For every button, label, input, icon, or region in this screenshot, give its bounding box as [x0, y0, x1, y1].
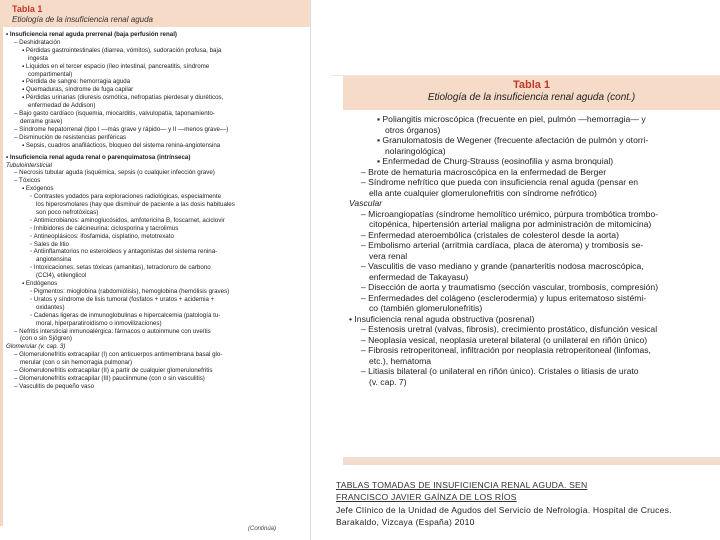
table-line: – Fibrosis retroperitoneal, infiltración por neoplasia retroperitoneal (linfomas, [361, 345, 651, 355]
right-table-page [343, 76, 720, 465]
table-line: (con o sin Sjögren) [20, 335, 72, 343]
citation-location: Barakaldo, Vizcaya (España) 2010 [336, 516, 475, 527]
table-line: Tubulointersticial [6, 161, 52, 169]
citation-title[interactable]: TABLAS TOMADAS DE INSUFICIENCIA RENAL AGUDA. SEN [336, 480, 588, 490]
table-line: ▪ Endógenos [22, 280, 58, 288]
table-line: ▪ Sepsis, cuadros anafilácticos, bloqueo del sistema renina-angiotensina [22, 141, 221, 149]
citation-author[interactable]: FRANCISCO JAVIER GAÍNZA DE LOS RÍOS [336, 492, 517, 503]
right-table-title: Tabla 1 [512, 79, 551, 91]
table-line: – Disección de aorta y traumatismo (sección vascular, trombosis, compresión) [361, 282, 659, 292]
table-line: son poco nefrotóxicas) [36, 208, 99, 216]
table-line: (CCl4), etilenglicol [36, 272, 87, 280]
table-line: ◦ Pigmentos: mioglobina (rabdomiólisis), hemoglobina (hemólisis graves) [30, 288, 230, 295]
table-line: – Bajo gasto cardíaco (isquemia, miocarditis, valvulopatía, taponamiento- [14, 110, 215, 118]
table-line: – Brote de hematuria macroscópica en la enfermedad de Berger [361, 166, 607, 177]
citation-block [336, 479, 720, 528]
table-line: – Necrosis tubular aguda (isquémica, sepsis (o cualquier infección grave) [14, 169, 215, 177]
table-line: ◦ Sales de litio [30, 240, 69, 248]
table-line: merular (con o sin hemorragia pulmonar) [20, 359, 133, 367]
table-line: – Enfermedad ateroembólica (cristales de colesterol desde la aorta) [361, 229, 619, 240]
table-line: citopénica, hipertensión arterial maligna por administración de mitomicina) [369, 219, 652, 229]
table-line: ▪ Pérdidas gastrointestinales (diarrea, vómitos), sudoración profusa, baja [22, 46, 222, 54]
table-line: – Tóxicos [14, 177, 41, 185]
table-line: ▪ Pérdida de sangre: hemorragia aguda [22, 78, 131, 86]
table-line: – Embolismo arterial (arritmia cardíaca, placa de ateroma) y trombosis se- [361, 240, 644, 250]
table-line: derrame grave) [20, 117, 63, 125]
table-line: ▪ Exógenos [22, 185, 54, 193]
table-line: los hiperosmolares (hay que disminuir de paciente a las dosis habituales [36, 201, 235, 209]
left-table-page [0, 0, 311, 540]
table-line: (v. cap. 7) [369, 376, 407, 387]
table-line: vera renal [369, 250, 408, 261]
table-line: – Síndrome nefrítico que pueda con insuficiencia renal aguda (pensar en [361, 177, 639, 187]
table-line: – Glomerulonefritis extracapilar (III) pauciinmune (con o sin vasculitis) [14, 374, 205, 382]
citation-affiliation: Jefe Clínico de la Unidad de Agudos del Servicio de Nefrología. Hospital de Cruces. [336, 504, 672, 515]
table-line: – Nefritis intersticial inmunoalérgica: fármacos o autoinmune con uveítis [14, 327, 211, 335]
table-line: ingesta [28, 54, 48, 62]
table-line: – Neoplasia vesical, neoplasia ureteral bilateral (o unilateral en riñón único) [361, 334, 648, 345]
table-line: – Litiasis bilateral (o unilateral en riñón único). Cristales o litiasis de urato [361, 366, 639, 376]
table-line: nolaringológica) [385, 145, 446, 156]
table-line: – Vasculitis de vaso mediano y grande (panarteritis nodosa macroscópica, [361, 261, 644, 271]
right-table-body [343, 110, 720, 387]
table-line: ◦ Intoxicaciones: setas tóxicas (amanitas), tetracloruro de carbono [30, 264, 211, 272]
table-line: • Insuficiencia renal aguda renal o parenquimatosa (intrínseca) [6, 153, 191, 161]
table-line: ◦ Cadenas ligeras de inmunoglobulinas e hipercalcemia (patología tu- [30, 311, 221, 319]
table-line: otros órganos) [385, 124, 441, 135]
table-line: – Deshidratación [14, 38, 61, 46]
left-table-title: Tabla 1 [12, 4, 43, 14]
table-line: ella ante cualquier glomerulonefritis con síndrome nefrótico) [369, 187, 597, 198]
table-line: – Síndrome hepatorrenal (tipo I —más grave y rápido— y II —menos grave—) [14, 125, 229, 133]
left-table-body [0, 27, 310, 391]
right-table-subtitle: Etiología de la insuficiencia renal aguda (cont.) [427, 92, 636, 103]
continua-note: (Continúa) [0, 526, 310, 540]
table-line: enfermedad de Takayasu) [369, 271, 469, 282]
table-line: Glomerular (v. cap. 3) [6, 343, 66, 351]
table-line: – Glomerulonefritis extracapilar (I) con anticuerpos antimembrana basal glo- [14, 351, 223, 359]
table-line: compartimental) [28, 70, 73, 78]
table-line: • Insuficiencia renal aguda prerrenal (baja perfusión renal) [6, 31, 177, 38]
right-table-header [343, 76, 720, 110]
table-line: moral, hiperparatiroidismo o inmovilizaciones) [36, 319, 162, 327]
table-line: oxidantes) [36, 303, 65, 311]
table-line: co (también glomerulonefritis) [369, 303, 483, 313]
table-line: Vascular [349, 198, 383, 208]
table-line: ▪ Pérdidas urinarias (diuresis osmótica, nefropatías pierdesal y diuréticos, [22, 94, 224, 102]
table-line: ▪ Quemaduras, síndrome de fuga capilar [22, 86, 134, 94]
table-line: – Glomerulonefritis extracapilar (II) a partir de cualquier glomerulonefritis [14, 367, 213, 375]
left-table-header [0, 0, 310, 27]
table-line: ◦ Inhibidores de calcineurina: ciclosporina y tacrolimus [30, 224, 179, 232]
table-line: – Estenosis uretral (valvas, fibrosis), crecimiento prostático, disfunción vesical [361, 324, 658, 334]
table-line: ◦ Antimicrobianos: aminoglucósidos, amfotericina B, foscarnet, aciclovir [30, 216, 225, 224]
table-line: – Microangiopatías (síndrome hemolítico urémico, púrpura trombótica trombo- [361, 208, 659, 219]
table-line: – Vasculitis de pequeño vaso [14, 382, 95, 390]
left-table-subtitle: Etiología de la insuficiencia renal aguda [12, 15, 153, 24]
table-line: angiotensina [36, 256, 72, 264]
table-line: • Insuficiencia renal aguda obstructiva (posrenal) [349, 313, 535, 324]
table-line: etc.), hematoma [369, 355, 432, 366]
table-line: – Enfermedades del colágeno (esclerodermia) y lupus eritematoso sistémi- [361, 292, 647, 303]
table-line: ▪ Líquidos en el tercer espacio (íleo intestinal, pancreatitis, síndrome [22, 62, 210, 70]
table-line: ◦ Antineoplásicos: ifosfamida, cisplatino, metotrexato [30, 232, 174, 240]
table-line: enfermedad de Addison) [28, 102, 96, 110]
right-table-footer-band [343, 457, 720, 465]
table-line: ◦ Uratos y síndrome de lisis tumoral (fosfatos + uratos + acidemia + [30, 295, 215, 303]
table-line: ▪ Poliangitis microscópica (frecuente en piel, pulmón —hemorragia— y [377, 114, 646, 124]
left-accent-bar [0, 27, 3, 526]
table-line: ▪ Granulomatosis de Wegener (frecuente afectación de pulmón y otorri- [377, 135, 649, 145]
table-line: ◦ Contrastes yodados para exploraciones radiológicas, especialmente [30, 193, 222, 201]
table-line: ◦ Antiinflamatorios no esteroideos y antagonistas del sistema renina- [30, 248, 218, 256]
table-line: – Disminución de resistencias periféricas [14, 133, 127, 141]
table-line: ▪ Enfermedad de Churg-Strauss (eosinofilia y asma bronquial) [377, 156, 614, 166]
